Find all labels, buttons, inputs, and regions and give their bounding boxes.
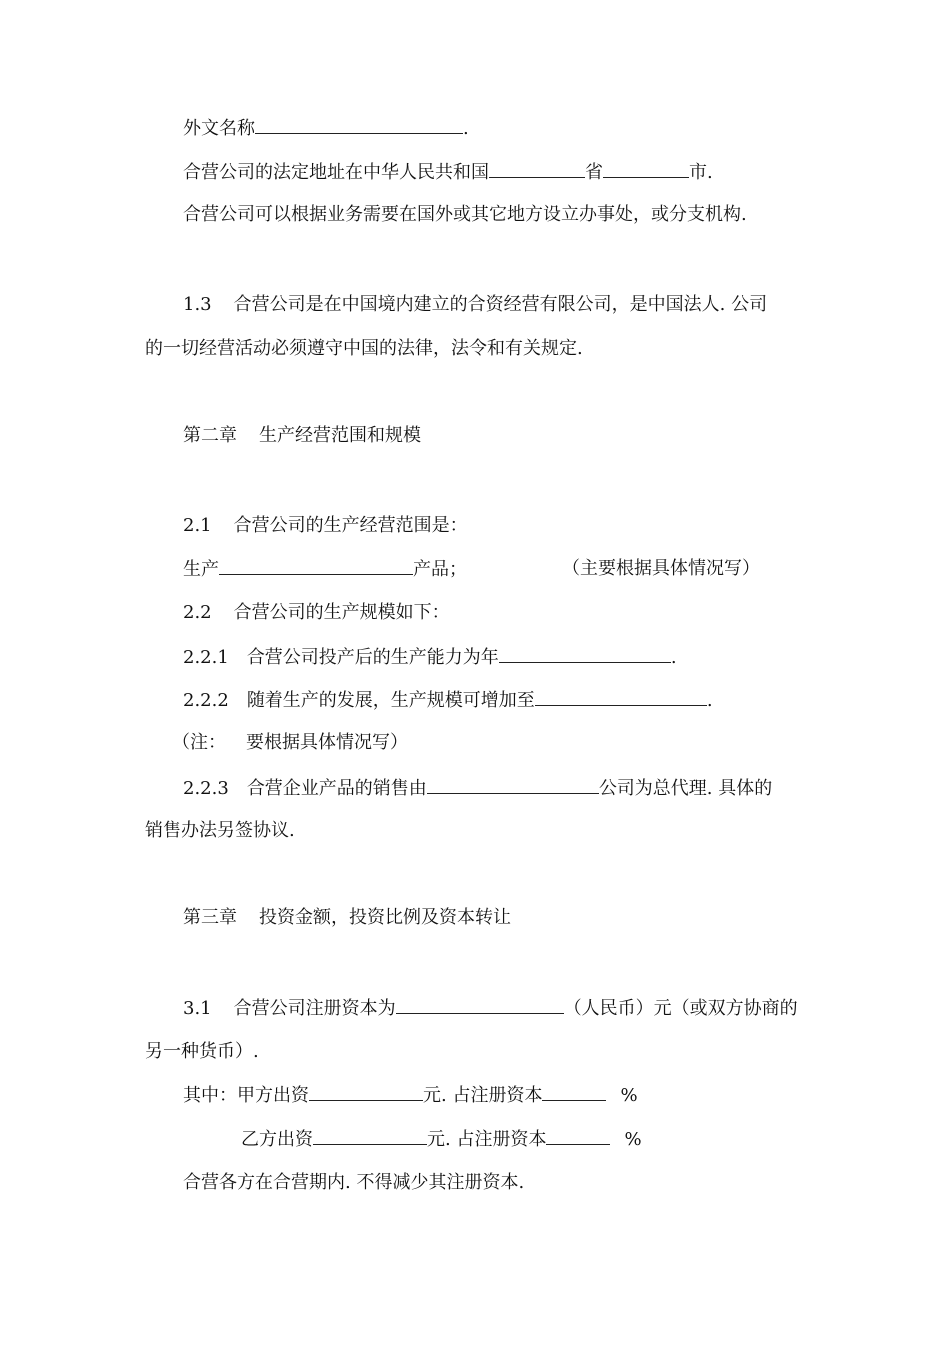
chapter-number: 第三章	[183, 907, 237, 928]
capacity-blank[interactable]	[499, 644, 671, 663]
clause-2-2-3-line-2	[145, 818, 295, 844]
party-a-amount-blank[interactable]	[309, 1082, 423, 1101]
party-a-line	[183, 1082, 638, 1108]
closing-text: 合营各方在合营期内. 不得减少其注册资本.	[183, 1172, 525, 1193]
clause-text: 公司为总代理. 具体的	[598, 778, 773, 799]
produce-note	[562, 556, 760, 582]
yuan-share-label: 元. 占注册资本	[423, 1085, 543, 1106]
chapter-number: 第二章	[183, 425, 237, 446]
address-prefix: 合营公司的法定地址在中华人民共和国	[183, 162, 489, 183]
chapter-2-heading	[183, 423, 421, 449]
chapter-title: 生产经营范围和规模	[259, 425, 421, 446]
province-blank[interactable]	[489, 159, 585, 178]
clause-number: 2.2.3	[183, 778, 229, 799]
note-label: （注：	[172, 732, 226, 753]
clause-number: 2.1	[183, 515, 212, 536]
foreign-name-label: 外文名称	[183, 118, 255, 139]
produce-line	[183, 556, 467, 582]
clause-number: 1.3	[183, 294, 212, 315]
party-a-label: 甲方出资	[237, 1085, 309, 1106]
clause-text: 随着生产的发展，生产规模可增加至	[246, 690, 535, 711]
clause-text: 合营公司是在中国境内建立的合资经营有限公司，是中国法人. 公司	[233, 294, 768, 315]
clause-text: 合营公司的生产经营范围是：	[233, 515, 468, 536]
clause-1-3-line-1	[183, 292, 767, 318]
branches-line	[183, 202, 747, 228]
chapter-title: 投资金额，投资比例及资本转让	[259, 907, 511, 928]
foreign-name-line	[183, 115, 469, 141]
period: .	[707, 162, 713, 183]
period: .	[670, 647, 677, 668]
period: .	[463, 118, 469, 139]
clause-text: 另一种货币）.	[145, 1041, 259, 1062]
clause-text: （人民币）元（或双方协商的	[563, 998, 798, 1019]
party-b-amount-blank[interactable]	[313, 1126, 427, 1145]
period: .	[706, 690, 713, 711]
clause-3-1-line-2	[145, 1039, 259, 1065]
foreign-name-blank[interactable]	[255, 115, 463, 134]
note-line	[172, 730, 408, 756]
clause-number: 3.1	[183, 998, 212, 1019]
scale-blank[interactable]	[535, 687, 707, 706]
clause-number: 2.2	[183, 602, 212, 623]
closing-line	[183, 1170, 524, 1196]
clause-text: 合营企业产品的销售由	[246, 778, 427, 799]
produce-suffix: 产品；	[413, 559, 467, 580]
clause-text: 合营公司的生产规模如下：	[233, 602, 450, 623]
registered-capital-blank[interactable]	[396, 995, 564, 1014]
clause-2-2-1	[183, 644, 677, 670]
party-b-share-blank[interactable]	[546, 1126, 610, 1145]
clause-2-2-2	[183, 687, 713, 713]
produce-note-text: （主要根据具体情况写）	[562, 558, 760, 579]
percent-sign: %	[620, 1085, 638, 1106]
clause-text: 合营公司注册资本为	[233, 998, 396, 1019]
percent-sign: %	[624, 1129, 642, 1150]
legal-address-line	[183, 159, 713, 185]
agent-company-blank[interactable]	[427, 775, 599, 794]
clause-text: 销售办法另签协议.	[145, 820, 295, 841]
branches-text: 合营公司可以根据业务需要在国外或其它地方设立办事处，或分支机构.	[183, 204, 747, 225]
clause-number: 2.2.1	[183, 647, 229, 668]
yuan-share-label: 元. 占注册资本	[427, 1129, 547, 1150]
clause-2-1	[183, 513, 468, 539]
city-label: 市	[689, 162, 707, 183]
clause-1-3-line-2	[145, 336, 583, 362]
party-b-label: 乙方出资	[241, 1129, 313, 1150]
party-a-share-blank[interactable]	[542, 1082, 606, 1101]
note-text: 要根据具体情况写）	[246, 732, 408, 753]
party-b-line	[241, 1126, 642, 1152]
clause-text: 的一切经营活动必须遵守中国的法律，法令和有关规定.	[145, 338, 583, 359]
clause-number: 2.2.2	[183, 690, 229, 711]
province-label: 省	[585, 162, 603, 183]
among-label: 其中：	[183, 1085, 237, 1106]
chapter-3-heading	[183, 905, 511, 931]
city-blank[interactable]	[603, 159, 689, 178]
clause-2-2	[183, 600, 450, 626]
clause-text: 合营公司投产后的生产能力为年	[246, 647, 499, 668]
clause-3-1-line-1	[183, 995, 798, 1021]
clause-2-2-3-line-1	[183, 775, 772, 801]
produce-prefix: 生产	[183, 559, 219, 580]
product-blank[interactable]	[219, 556, 413, 575]
